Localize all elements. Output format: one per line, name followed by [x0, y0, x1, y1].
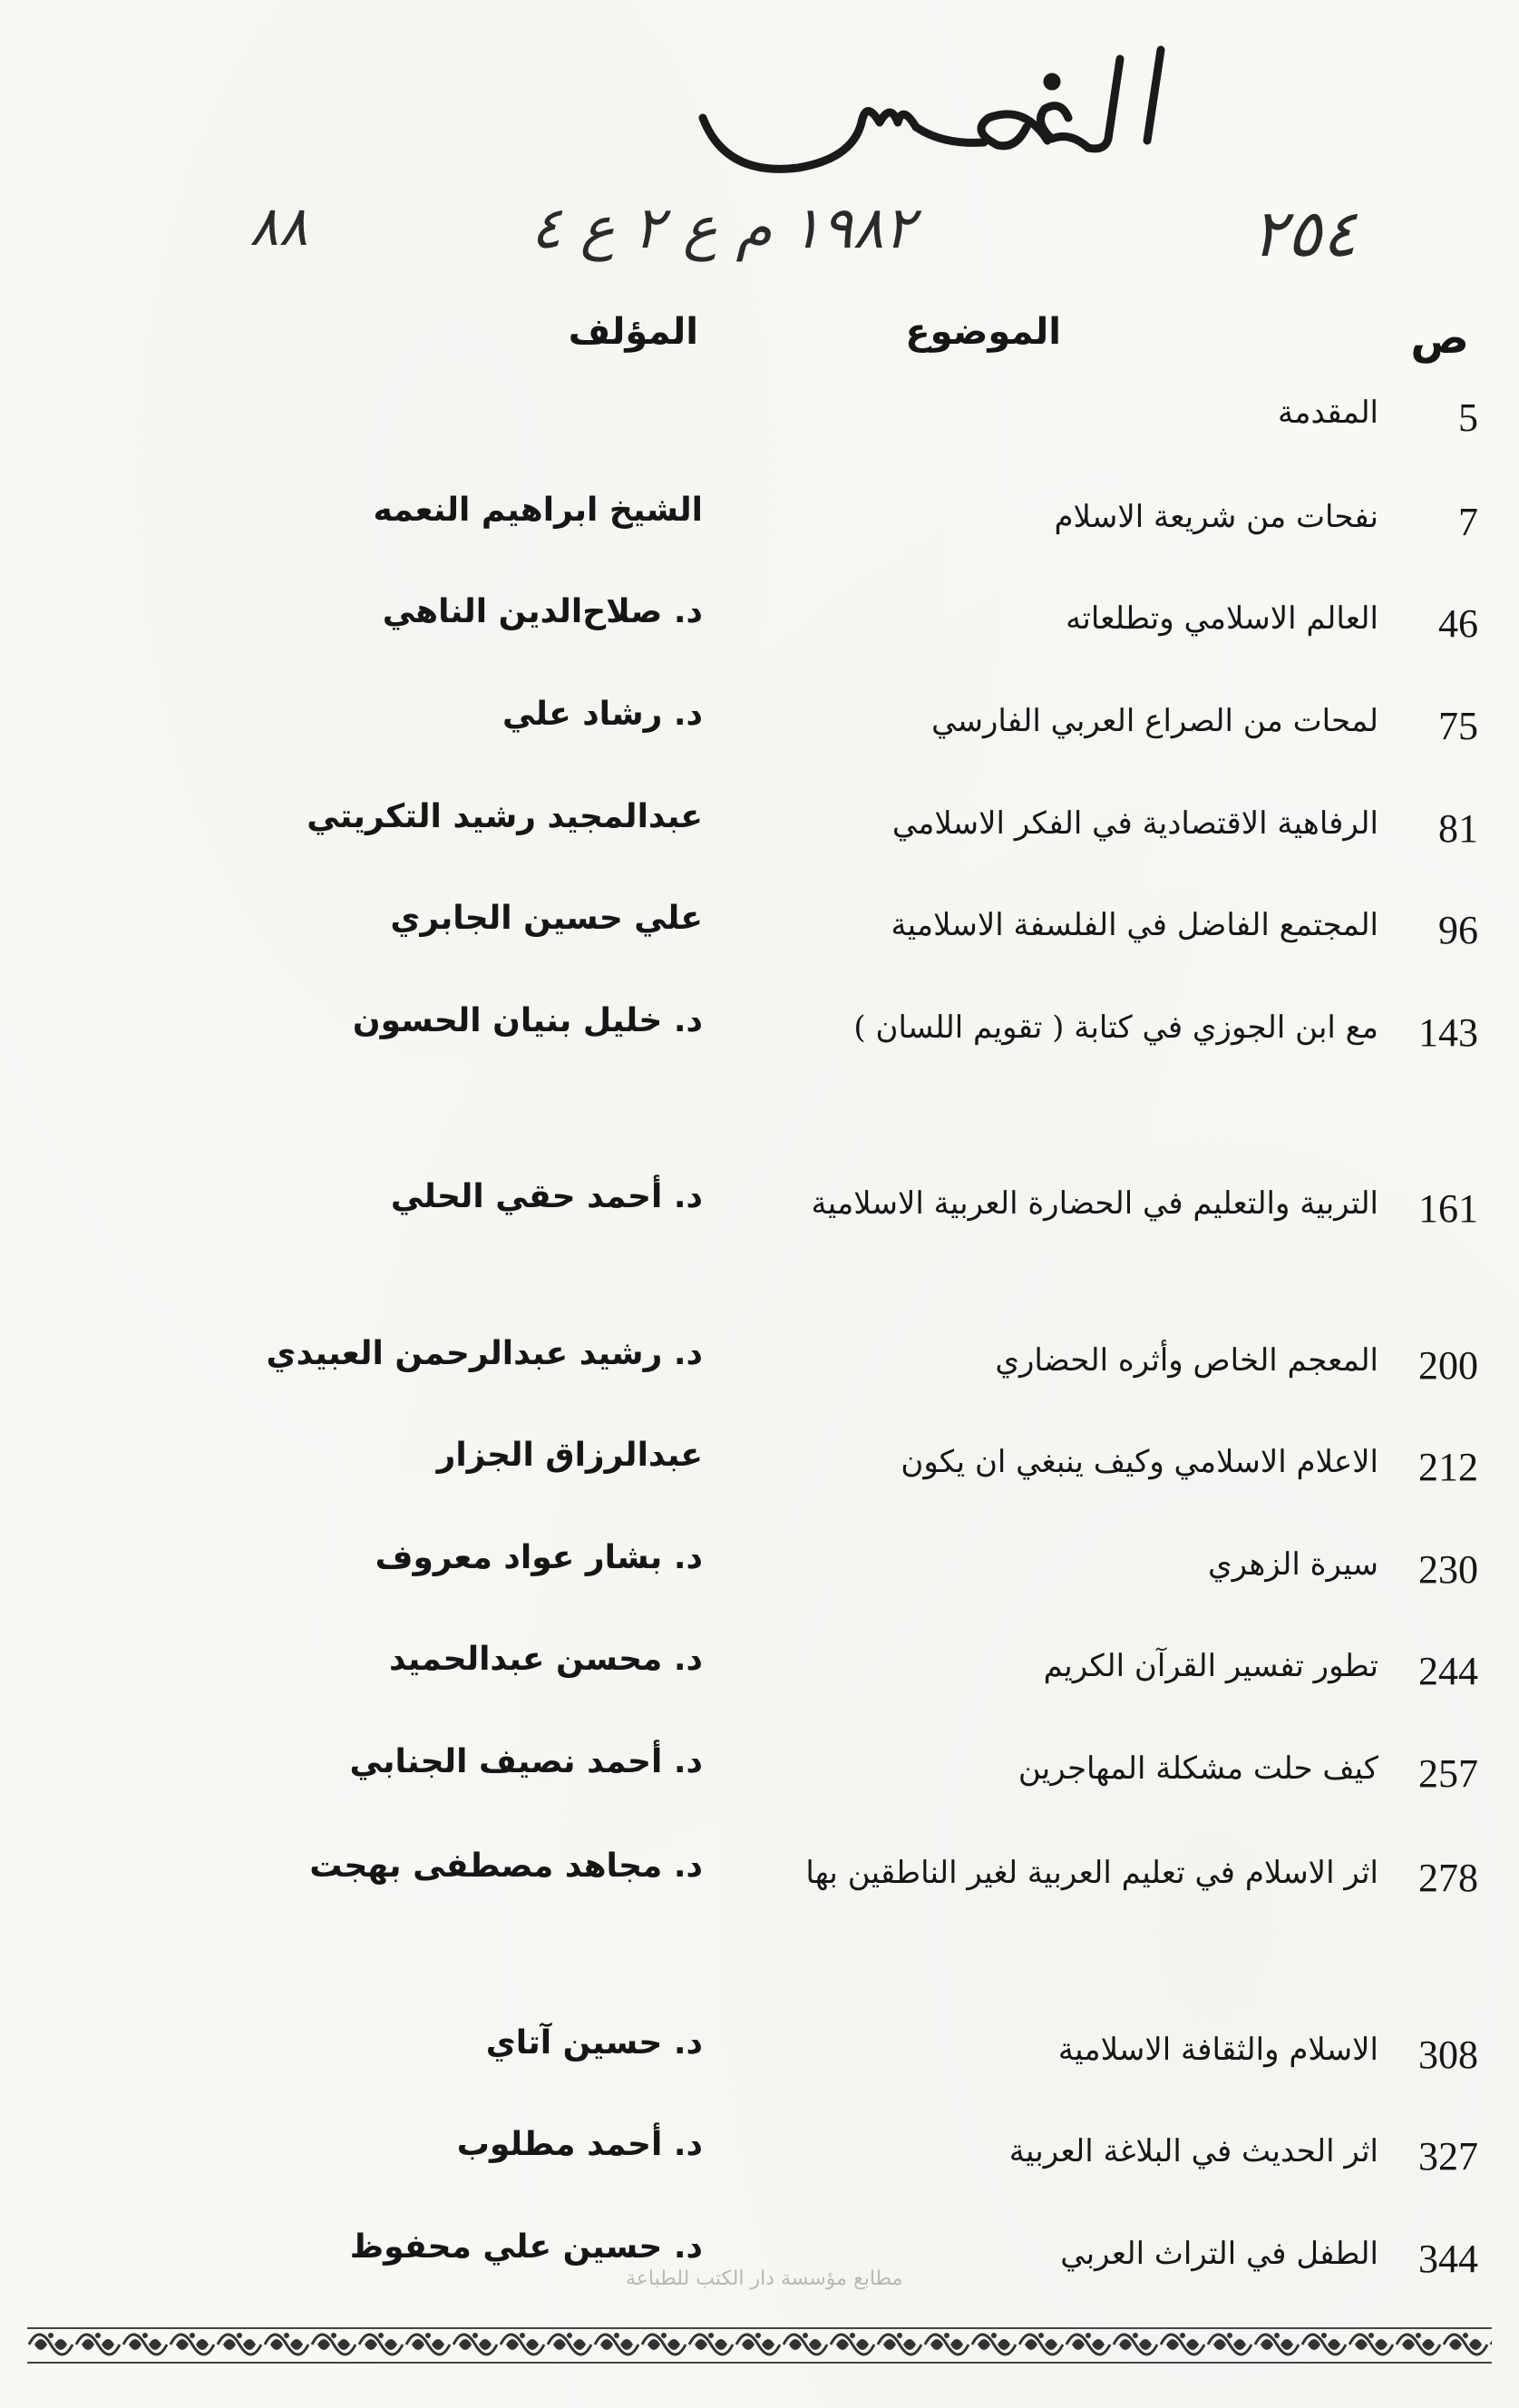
entry-author: د. حسين آتاي — [485, 2024, 703, 2062]
entry-page: 161 — [1418, 1186, 1478, 1231]
border-ornament — [27, 2317, 1492, 2372]
handwritten-date: ١٩٨٢ م ع ٢ ع ٤ — [531, 195, 915, 262]
entry-topic: الاعلام الاسلامي وكيف ينبغي ان يكون — [901, 1444, 1378, 1480]
entry-author: عبدالرزاق الجزار — [436, 1437, 703, 1474]
header-topic: الموضوع — [905, 311, 1061, 353]
entry-author: د. مجاهد مصطفى بهجت — [309, 1847, 703, 1885]
entry-topic: العالم الاسلامي وتطلعاته — [1066, 600, 1378, 637]
entry-topic: اثر الاسلام في تعليم العربية لغير الناطقين بها — [805, 1855, 1378, 1891]
entry-page: 212 — [1418, 1445, 1478, 1489]
entry-page: 96 — [1438, 908, 1478, 952]
entry-author: د. رشيد عبدالرحمن العبيدي — [266, 1335, 703, 1372]
handwritten-left-code: ٨٨ — [249, 195, 308, 258]
handwritten-title — [689, 32, 1197, 186]
entry-topic: المجتمع الفاضل في الفلسفة الاسلامية — [891, 907, 1378, 943]
handwritten-right-code: ٢٥٤ — [1251, 195, 1358, 271]
entry-page: 244 — [1418, 1649, 1478, 1693]
entry-author: الشيخ ابراهيم النعمه — [373, 492, 703, 529]
entry-topic: اثر الحديث في البلاغة العربية — [1008, 2133, 1378, 2169]
entry-topic: مع ابن الجوزي في كتابة ( تقويم اللسان ) — [853, 1009, 1378, 1046]
entry-topic: المقدمة — [1278, 395, 1378, 431]
entry-topic: تطور تفسير القرآن الكريم — [1043, 1648, 1378, 1684]
entry-author: د. بشار عواد معروف — [375, 1539, 703, 1576]
entry-topic: كيف حلت مشكلة المهاجرين — [1018, 1750, 1378, 1787]
entry-author: علي حسين الجابري — [390, 900, 703, 937]
entry-author: د. أحمد مطلوب — [456, 2126, 703, 2163]
entry-author: عبدالمجيد رشيد التكريتي — [307, 798, 703, 835]
entry-page: 81 — [1438, 806, 1478, 851]
entry-author: د. أحمد حقي الحلي — [390, 1178, 703, 1215]
entry-topic: الاسلام والثقافة الاسلامية — [1057, 2032, 1378, 2068]
entry-topic: المعجم الخاص وأثره الحضاري — [995, 1342, 1378, 1379]
entry-topic: الرفاهية الاقتصادية في الفكر الاسلامي — [891, 805, 1378, 842]
header-page: ص — [1410, 313, 1469, 364]
entry-page: 200 — [1418, 1343, 1478, 1388]
ornamental-border — [27, 2317, 1492, 2372]
entry-page: 46 — [1438, 601, 1478, 646]
entry-page: 230 — [1418, 1547, 1478, 1592]
entry-topic: لمحات من الصراع العربي الفارسي — [931, 703, 1378, 739]
entry-page: 143 — [1418, 1010, 1478, 1055]
title-calligraphy — [689, 32, 1197, 186]
entry-page: 5 — [1458, 395, 1478, 440]
entry-topic: التربية والتعليم في الحضارة العربية الاسلامية — [811, 1185, 1378, 1222]
entry-topic: سيرة الزهري — [1208, 1546, 1378, 1583]
entry-page: 7 — [1458, 500, 1478, 544]
table-header — [0, 304, 1519, 376]
faded-stamp: مطابع مؤسسة دار الكتب للطباعة — [626, 2267, 903, 2290]
entry-topic: نفحات من شريعة الاسلام — [1054, 499, 1378, 535]
entry-page: 308 — [1418, 2033, 1478, 2077]
entry-page: 75 — [1438, 704, 1478, 748]
entry-page: 327 — [1418, 2134, 1478, 2179]
entry-page: 344 — [1418, 2237, 1478, 2281]
entry-author: د. صلاح‌الدين الناهي — [382, 593, 703, 630]
entry-author: د. أحمد نصيف الجنابي — [349, 1743, 703, 1780]
entry-author: د. محسن عبدالحميد — [389, 1641, 703, 1678]
entry-page: 257 — [1418, 1751, 1478, 1796]
entry-author: د. رشاد علي — [501, 696, 703, 733]
entry-page: 278 — [1418, 1856, 1478, 1900]
entry-author: د. حسين علي محفوظ — [349, 2228, 703, 2266]
entry-topic: الطفل في التراث العربي — [1060, 2236, 1378, 2272]
entry-author: د. خليل بنيان الحسون — [352, 1002, 703, 1039]
header-author: المؤلف — [568, 311, 698, 353]
